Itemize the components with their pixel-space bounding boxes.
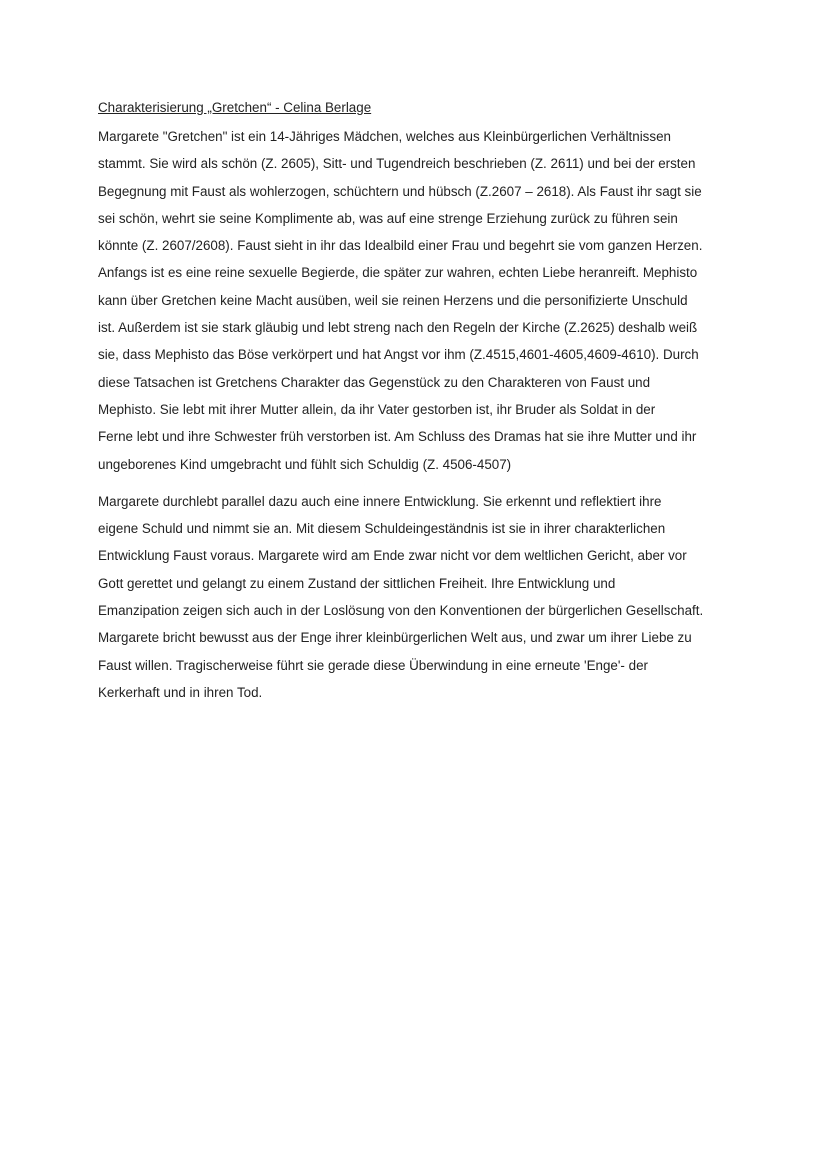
- text-line: sei schön, wehrt sie seine Komplimente ab, was auf eine strenge Erziehung zurück zu führen sein: [98, 210, 678, 226]
- text-line: kann über Gretchen keine Macht ausüben, weil sie reinen Herzens und die personifizierte Unschuld: [98, 292, 688, 308]
- text-line: Ferne lebt und ihre Schwester früh verstorben ist. Am Schluss des Dramas hat sie ihre Mutter und ihr: [98, 429, 697, 445]
- text-line: diese Tatsachen ist Gretchens Charakter das Gegenstück zu den Charakteren von Faust und: [98, 374, 651, 390]
- text-line: Faust willen. Tragischerweise führt sie gerade diese Überwindung in eine erneute 'Enge'- der: [98, 657, 648, 673]
- paragraph-2: [98, 488, 738, 706]
- text-line: Gott gerettet und gelangt zu einem Zustand der sittlichen Freiheit. Ihre Entwicklung und: [98, 575, 616, 591]
- text-line: Margarete bricht bewusst aus der Enge ihrer kleinbürgerlichen Welt aus, und zwar um ihrer Liebe zu: [98, 630, 692, 646]
- text-line: Emanzipation zeigen sich auch in der Loslösung von den Konventionen der bürgerlichen Gesellschaft.: [98, 603, 704, 619]
- text-line: Entwicklung Faust voraus. Margarete wird am Ende zwar nicht vor dem weltlichen Gericht, aber vor: [98, 548, 687, 564]
- text-line: Mephisto. Sie lebt mit ihrer Mutter allein, da ihr Vater gestorben ist, ihr Bruder als Soldat in der: [98, 401, 656, 417]
- text-line: Margarete "Gretchen" ist ein 14-Jähriges Mädchen, welches aus Kleinbürgerlichen Verhältnissen: [98, 129, 671, 144]
- text-line: stammt. Sie wird als schön (Z. 2605), Sitt- und Tugendreich beschrieben (Z. 2611) und bei der ersten: [98, 156, 696, 172]
- text-line: könnte (Z. 2607/2608). Faust sieht in ihr das Idealbild einer Frau und begehrt sie vom ganzen Herzen.: [98, 238, 703, 254]
- text-line: Begegnung mit Faust als wohlerzogen, schüchtern und hübsch (Z.2607 – 2618). Als Faust ihr sagt sie: [98, 183, 702, 199]
- text-line: ungeborenes Kind umgebracht und fühlt sich Schuldig (Z. 4506-4507): [98, 456, 512, 472]
- document-title: Charakterisierung „Gretchen“ - Celina Berlage: [98, 100, 372, 115]
- text-line: ist. Außerdem ist sie stark gläubig und lebt streng nach den Regeln der Kirche (Z.2625) deshalb weiß: [98, 320, 698, 336]
- text-line: sie, dass Mephisto das Böse verkörpert und hat Angst vor ihm (Z.4515,4601-4605,4609-4610). Durch: [98, 347, 699, 363]
- text-line: eigene Schuld und nimmt sie an. Mit diesem Schuldeingeständnis ist sie in ihrer charakterlichen: [98, 521, 666, 537]
- document-page: [98, 97, 738, 706]
- text-line: Margarete durchlebt parallel dazu auch eine innere Entwicklung. Sie erkennt und reflektiert ihre: [98, 493, 662, 509]
- text-line: Kerkerhaft und in ihren Tod.: [98, 684, 263, 700]
- paragraph-1: [98, 123, 738, 478]
- text-line: Anfangs ist es eine reine sexuelle Begierde, die später zur wahren, echten Liebe heranreift. Mephisto: [98, 265, 698, 281]
